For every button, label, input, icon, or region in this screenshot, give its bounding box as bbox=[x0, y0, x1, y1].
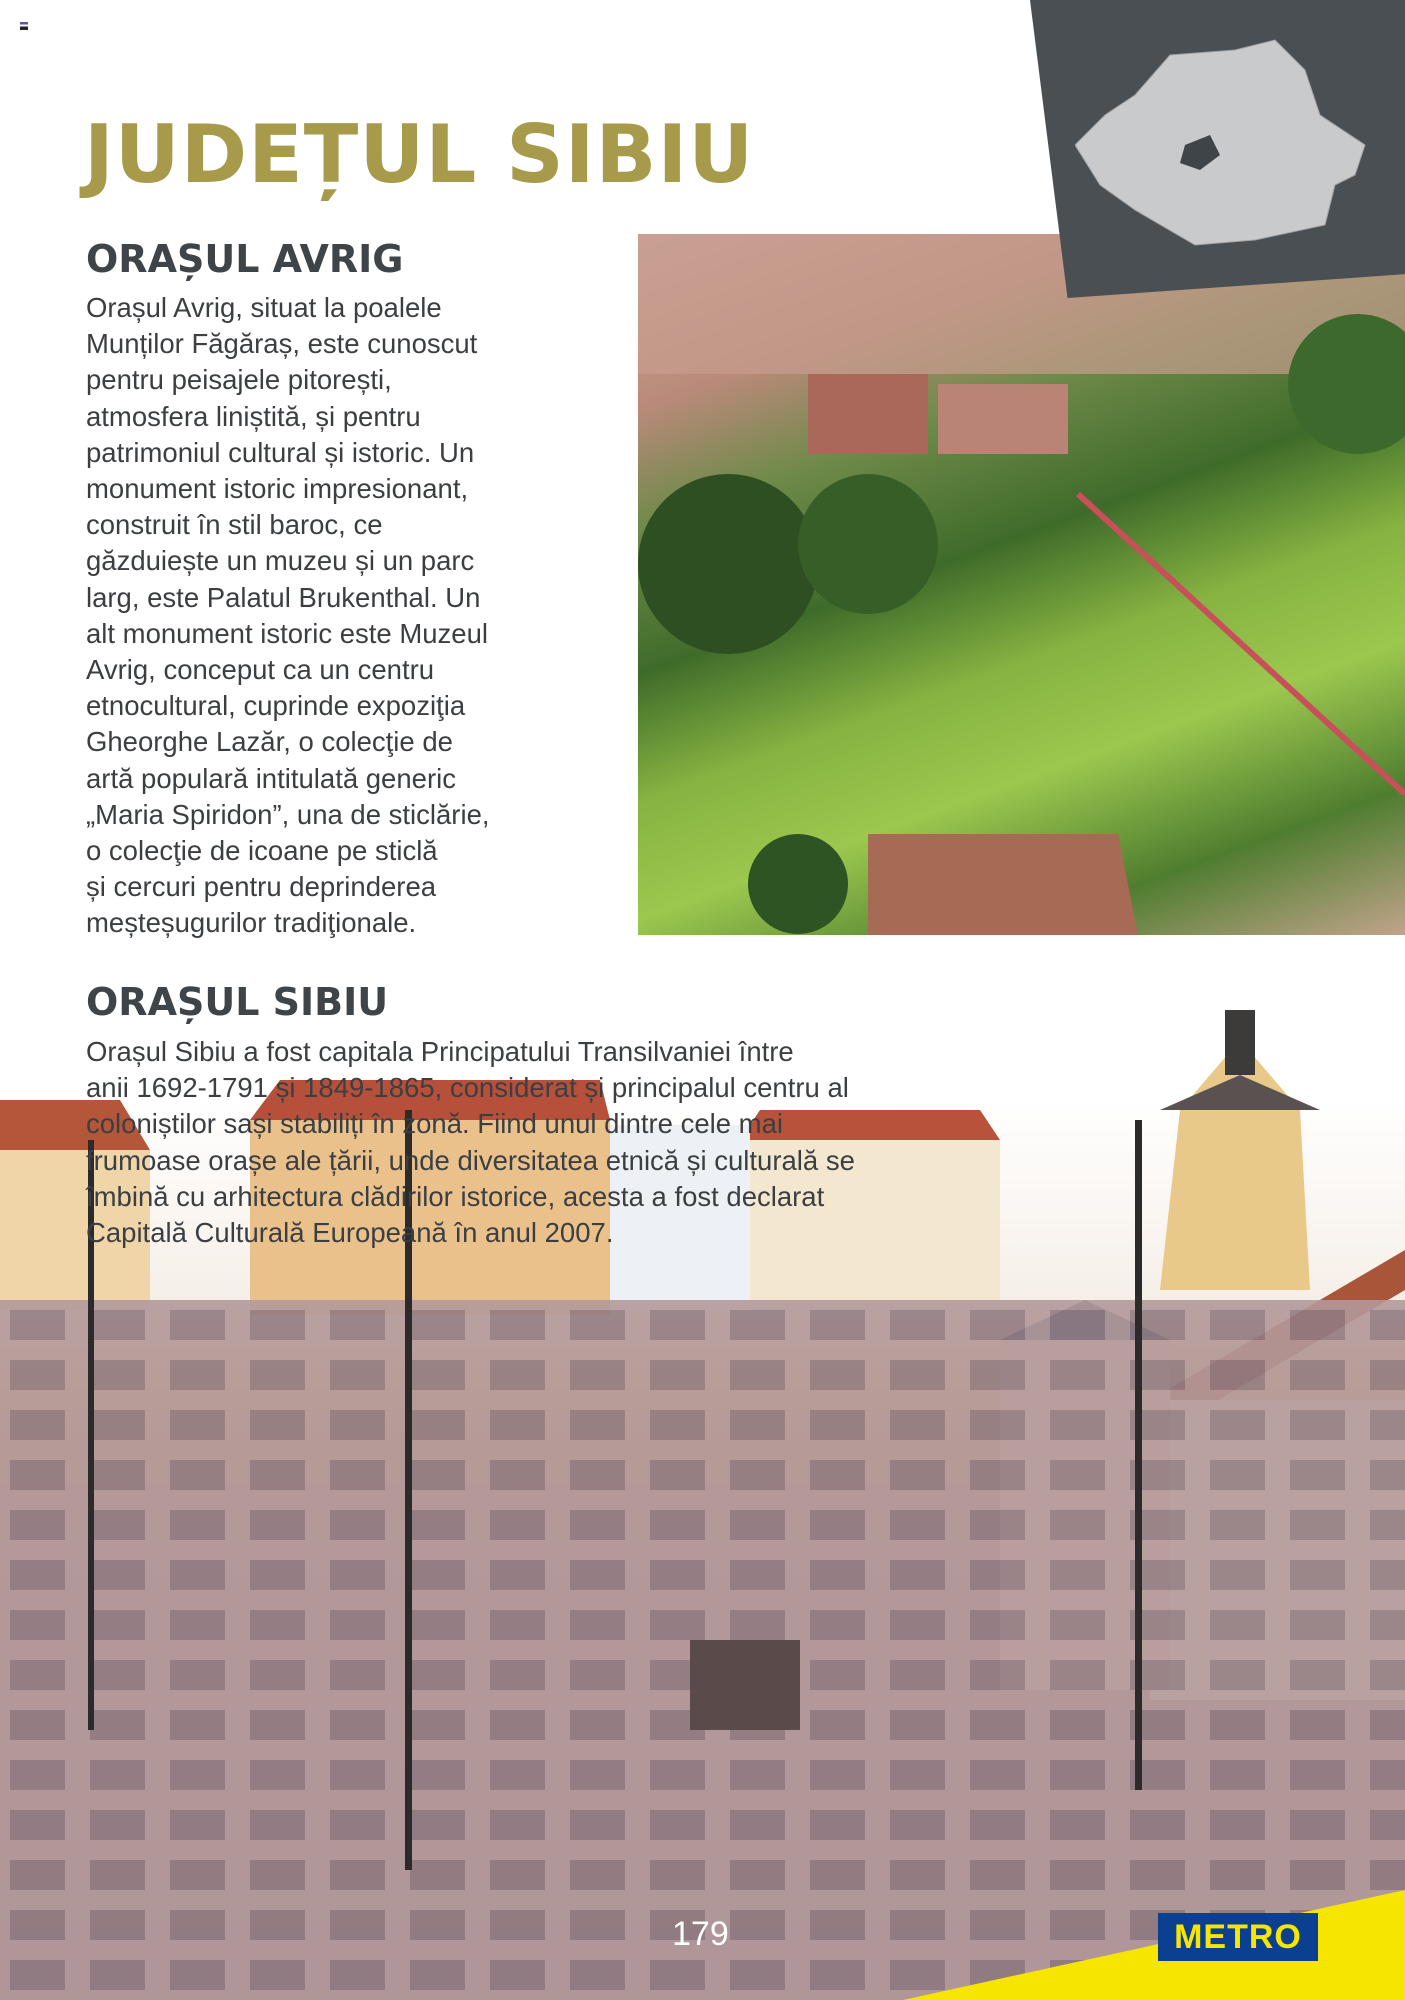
metro-logo: METRO bbox=[1158, 1913, 1318, 1961]
avrig-heading: ORAȘUL AVRIG bbox=[86, 237, 404, 281]
romania-map-sibiu-highlight bbox=[1075, 35, 1375, 255]
corner-mark bbox=[20, 22, 28, 30]
sibiu-body-text: Orașul Sibiu a fost capitala Principatului Transilvaniei între anii 1692-1791 și 1849-1865, considerat și principalul centru al coloniștilor sași stabiliți în zonă. Fiind unul dintre cele mai frumoase orașe ale țării, unde diversitatea etnică și culturală se îmbină cu arhitectura clădirilor istorice, acesta a fost declarat Capitală Culturală Europeană în anul 2007. bbox=[86, 1036, 855, 1249]
avrig-park-illustration bbox=[638, 234, 1405, 935]
page-title: JUDEȚUL SIBIU bbox=[84, 108, 755, 201]
sibiu-heading: ORAȘUL SIBIU bbox=[86, 980, 389, 1024]
avrig-aerial-photo bbox=[638, 234, 1405, 935]
avrig-body-text: Orașul Avrig, situat la poalele Munților Făgăraș, este cunoscut pentru peisajele pitorești, atmosfera liniștită, și pentru patrimoniul cultural și istoric. Un monument istoric impresionant, construit în stil baroc, ce găzduiește un muzeu și un parc larg, este Palatul Brukenthal. Un alt monument istoric este Muzeul Avrig, conceput ca un centru etnocultural, cuprinde expoziţia Gheorghe Lazăr, o colecţie de artă populară intitulată generic „Maria Spiridon”, una de sticlărie, o colecţie de icoane pe sticlă și cercuri pentru deprinderea meșteșugurilor tradiţionale. bbox=[86, 292, 490, 939]
page-number: 179 bbox=[672, 1915, 729, 1953]
